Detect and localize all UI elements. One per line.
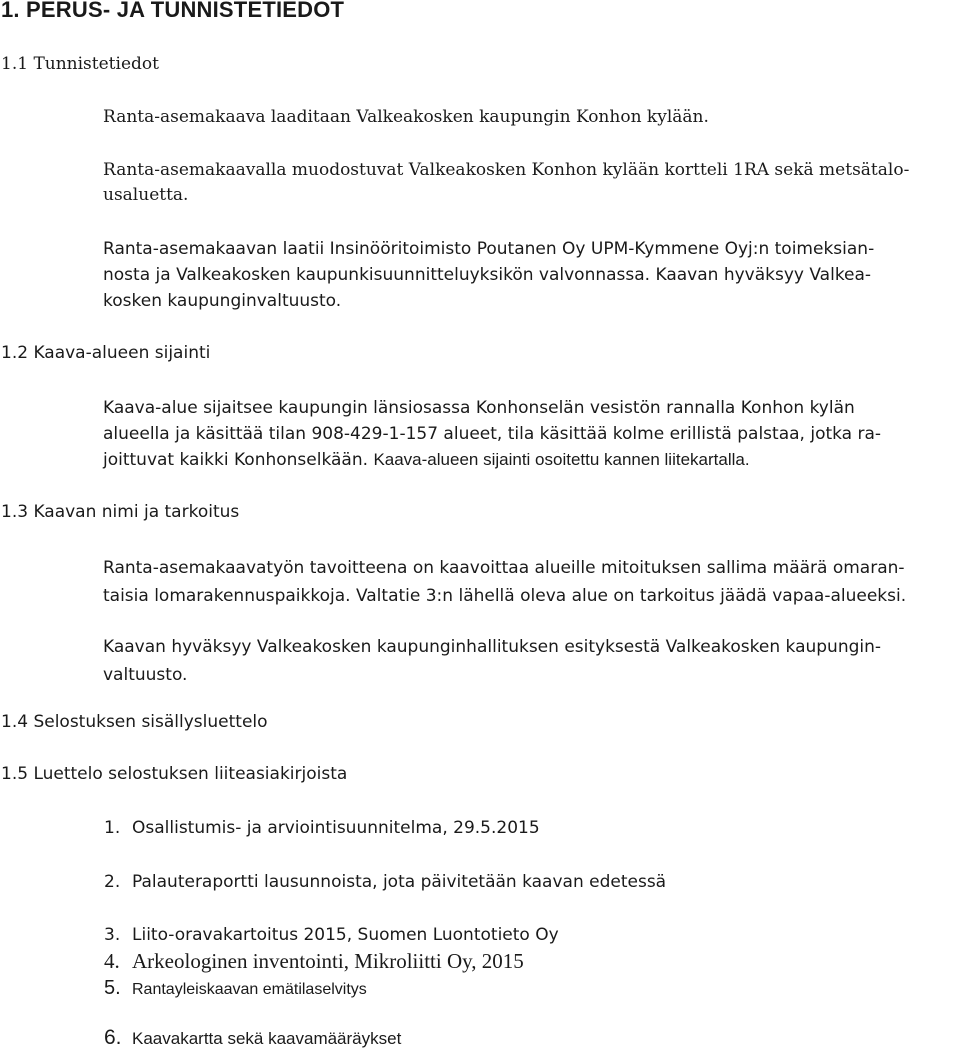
attachment-item-6 [104, 1026, 401, 1050]
attachment-label: Osallistumis- ja arviointisuunnitelma, 29.5.2015 [132, 818, 540, 838]
attachment-number: 1. [104, 818, 121, 838]
attachment-item-1 [104, 818, 540, 838]
page-heading: 1. PERUS- JA TUNNISTETIEDOT [1, 0, 345, 22]
text-line: Kaava-alue sijaitsee kaupungin länsiosassa Konhonselän vesistön rannalla Konhon kylän [103, 398, 855, 418]
paragraph-1-2 [103, 395, 881, 473]
section-title-1-1: 1.1 Tunnistetiedot [1, 54, 159, 74]
attachment-number: 6. [104, 1026, 122, 1049]
text-line: usaluetta. [103, 185, 189, 205]
text-fragment: Kaava-alueen sijainti osoitettu kannen liitekartalla. [373, 450, 750, 469]
paragraph-1-1-b [103, 156, 909, 209]
paragraph-1-3-b [103, 633, 881, 689]
text-line: Ranta-asemakaavalla muodostuvat Valkeakosken Konhon kylään kortteli 1RA sekä metsätalo- [103, 160, 910, 180]
text-line: nosta ja Valkeakosken kaupunkisuunnitteluyksikön valvonnassa. Kaavan hyväksyy Valkea- [103, 265, 872, 285]
text-line [103, 447, 881, 473]
text-line: Kaavan hyväksyy Valkeakosken kaupunginhallituksen esityksestä Valkeakosken kaupungin- [103, 637, 882, 657]
paragraph-1-1-a [103, 103, 709, 131]
text-line: Ranta-asemakaavan laatii Insinööritoimisto Poutanen Oy UPM-Kymmene Oyj:n toimeksian- [103, 239, 875, 259]
paragraph-1-3-a [103, 554, 906, 610]
section-title-1-3: 1.3 Kaavan nimi ja tarkoitus [1, 502, 240, 522]
attachment-label: Palauteraportti lausunnoista, jota päivitetään kaavan edetessä [132, 872, 667, 892]
text-line: Ranta-asemakaava laaditaan Valkeakosken kaupungin Konhon kylään. [103, 107, 709, 127]
attachment-number: 5. [104, 977, 121, 999]
attachment-item-4 [104, 949, 524, 974]
text-line: Ranta-asemakaavatyön tavoitteena on kaavoittaa alueille mitoituksen sallima määrä omaran- [103, 558, 905, 578]
attachment-label: Arkeologinen inventointi, Mikroliitti Oy, 2015 [132, 949, 524, 973]
attachment-number: 4. [104, 949, 120, 973]
text-line: kosken kaupunginvaltuusto. [103, 291, 342, 311]
attachment-label: Liito-oravakartoitus 2015, Suomen Luontotieto Oy [132, 925, 559, 945]
attachment-number: 2. [104, 872, 121, 892]
text-line: alueella ja käsittää tilan 908-429-1-157 alueet, tila käsittää kolme erillistä palstaa, jotka ra- [103, 424, 882, 444]
attachment-item-5 [104, 977, 367, 1000]
text-line: valtuusto. [103, 665, 188, 685]
section-title-1-4: 1.4 Selostuksen sisällysluettelo [1, 712, 268, 732]
section-title-1-5: 1.5 Luettelo selostuksen liiteasiakirjoista [1, 764, 348, 784]
attachment-label: Rantayleiskaavan emätilaselvitys [132, 981, 367, 998]
paragraph-1-1-c [103, 236, 874, 314]
attachment-label: Kaavakartta sekä kaavamääräykset [132, 1029, 402, 1048]
attachment-item-3 [104, 925, 559, 945]
text-fragment: joittuvat kaikki Konhonselkään. [103, 450, 369, 470]
attachment-item-2 [104, 872, 666, 892]
attachment-number: 3. [104, 925, 121, 945]
text-line: taisia lomarakennuspaikkoja. Valtatie 3:n lähellä oleva alue on tarkoitus jäädä vapaa-alueeksi. [103, 586, 907, 606]
section-title-1-2: 1.2 Kaava-alueen sijainti [1, 343, 211, 363]
